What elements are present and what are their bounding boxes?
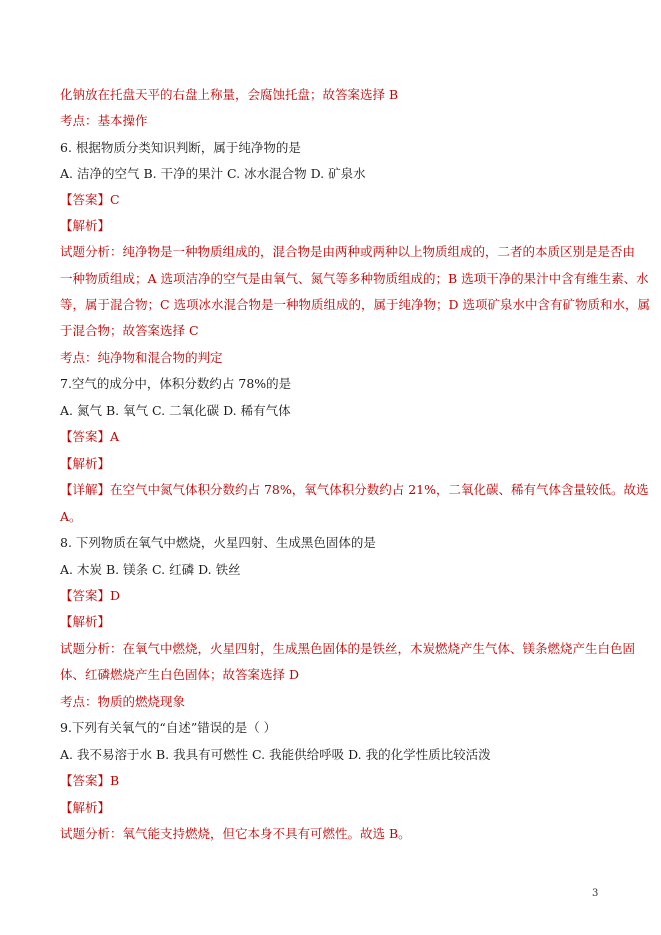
- question-stem: 7.空气的成分中，体积分数约占 78%的是: [60, 376, 292, 391]
- question-stem: 9.下列有关氧气的“自述”错误的是（ ）: [60, 720, 277, 735]
- question-stem: 6. 根据物质分类知识判断，属于纯净物的是: [60, 140, 301, 155]
- text-line: 考点：基本操作: [60, 113, 148, 128]
- answer-line: 【答案】B: [60, 773, 120, 788]
- analysis-heading: 【解析】: [60, 800, 111, 815]
- analysis-text: 试题分析：纯净物是一种物质组成的，混合物是由两种或两种以上物质组成的，二者的本质区别是是否由: [60, 244, 636, 259]
- analysis-text: 体、红磷燃烧产生白色固体；故答案选择 D: [60, 667, 299, 682]
- analysis-text: 试题分析：氧气能支持燃烧，但它本身不具有可燃性。故选 B。: [60, 826, 411, 841]
- analysis-heading: 【解析】: [60, 218, 111, 233]
- question-stem: 8. 下列物质在氧气中燃烧，火星四射、生成黑色固体的是: [60, 535, 376, 550]
- text-line: 化钠放在托盘天平的右盘上称量，会腐蚀托盘；故答案选择 B: [60, 87, 399, 102]
- answer-line: 【答案】A: [60, 429, 120, 444]
- analysis-text: 试题分析：在氧气中燃烧，火星四射，生成黑色固体的是铁丝，木炭燃烧产生气体、镁条燃烧产生白色固: [60, 641, 636, 656]
- answer-line: 【答案】C: [60, 192, 120, 207]
- page-number: 3: [592, 888, 599, 899]
- answer-line: 【答案】D: [60, 588, 121, 603]
- topic-line: 考点：物质的燃烧现象: [60, 694, 186, 709]
- analysis-heading: 【解析】: [60, 456, 111, 471]
- question-options: A. 洁净的空气 B. 干净的果汁 C. 冰水混合物 D. 矿泉水: [60, 166, 366, 181]
- analysis-text: 一种物质组成；A 选项洁净的空气是由氧气、氮气等多种物质组成的；B 选项干净的果汁中含有维生素、水: [60, 271, 649, 286]
- topic-line: 考点：纯净物和混合物的判定: [60, 350, 223, 365]
- question-options: A. 我不易溶于水 B. 我具有可燃性 C. 我能供给呼吸 D. 我的化学性质比较活泼: [60, 747, 491, 762]
- analysis-text: 等，属于混合物；C 选项冰水混合物是一种物质组成的，属于纯净物；D 选项矿泉水中含有矿物质和水，属: [60, 297, 651, 312]
- question-options: A. 木炭 B. 镁条 C. 红磷 D. 铁丝: [60, 562, 241, 577]
- analysis-text: A。: [60, 509, 82, 524]
- question-options: A. 氮气 B. 氧气 C. 二氧化碳 D. 稀有气体: [60, 403, 291, 418]
- analysis-heading: 【解析】: [60, 614, 111, 629]
- analysis-text: 于混合物；故答案选择 C: [60, 323, 199, 338]
- analysis-text: 【详解】在空气中氮气体积分数约占 78%，氧气体积分数约占 21%，二氧化碳、稀有气体含量较低。故选: [60, 482, 649, 497]
